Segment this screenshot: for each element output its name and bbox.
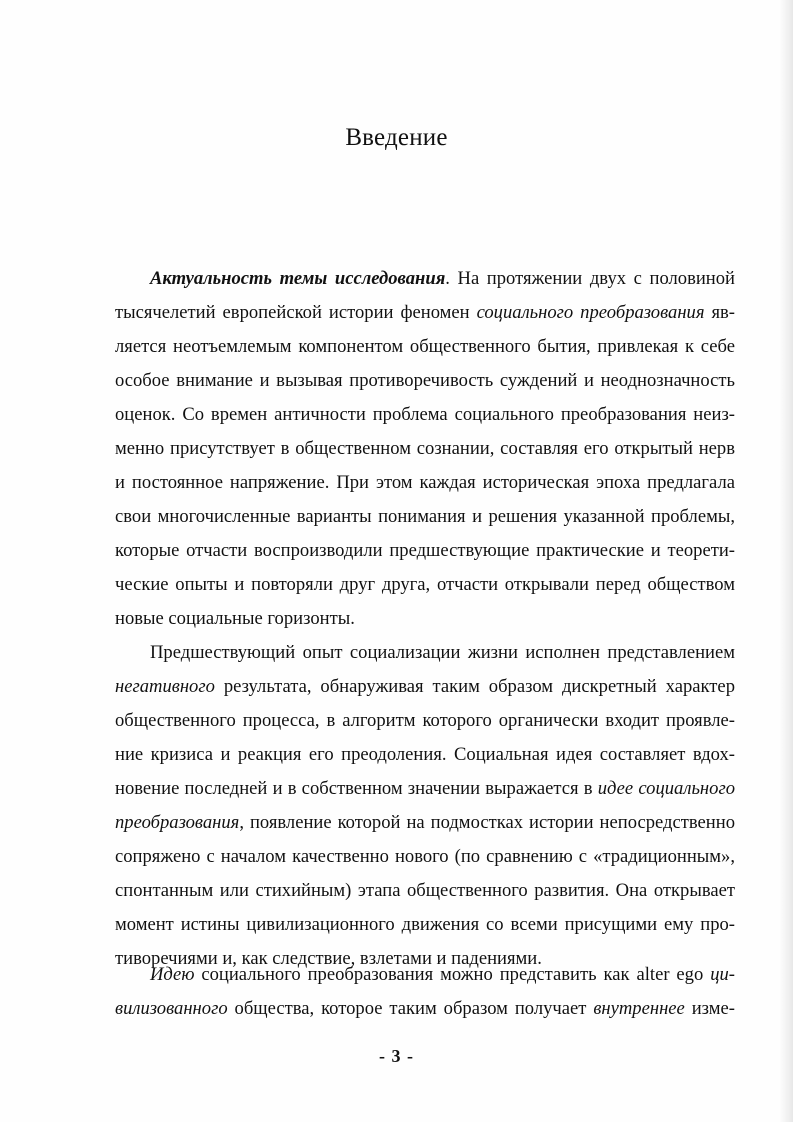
paragraph-1-line-4: особое внимание и вызывая противоречивость суждений и неоднозначность: [115, 370, 735, 391]
paragraph-2-line-5: новение последней и в собственном значении выражается в идее социального: [115, 778, 735, 799]
paragraph-1-line-8: свои многочисленные варианты понимания и решения указанной проблемы,: [115, 506, 735, 527]
paragraph-2-line-4: ние кризиса и реакция его преодоления. Социальная идея составляет вдох-: [115, 744, 735, 765]
paragraph-1-line-9: которые отчасти воспроизводили предшествующие практические и теорети-: [115, 540, 735, 561]
page-number: - 3 -: [379, 1046, 414, 1066]
paragraph-2-line-1: Предшествующий опыт социализации жизни исполнен представлением: [150, 642, 735, 663]
paragraph-1-line-7: и постоянное напряжение. При этом каждая историческая эпоха предлагала: [115, 472, 735, 493]
page-title: Введение: [345, 124, 448, 151]
paragraph-1-line-1: Актуальность темы исследования. На протяжении двух с половиной: [150, 268, 736, 289]
paragraph-1-line-6: менно присутствует в общественном сознании, составляя его открытый нерв: [115, 438, 735, 459]
paragraph-2-line-9: момент истины цивилизационного движения со всеми присущими ему про-: [115, 914, 735, 935]
paragraph-1-line-5: оценок. Со времен античности проблема социального преобразования неиз-: [115, 404, 735, 425]
paragraph-2-line-2: негативного результата, обнаруживая таким образом дискретный характер: [115, 676, 735, 697]
paragraph-3-line-2: вилизованного общества, которое таким образом получает внутреннее изме-: [115, 998, 735, 1019]
paragraph-1-line-3: ляется неотъемлемым компонентом общественного бытия, привлекая к себе: [115, 336, 735, 357]
paragraph-2-line-10: тиворечиями и, как следствие, взлетами и падениями.: [115, 948, 542, 969]
paragraph-2-line-7: сопряжено с началом качественно нового (по сравнению с «традиционным»,: [115, 846, 735, 867]
lead-phrase: Актуальность темы исследования: [150, 268, 446, 289]
paragraph-1-line-11: новые социальные горизонты.: [115, 608, 355, 629]
paragraph-2-line-3: общественного процесса, в алгоритм которого органически входит проявле-: [115, 710, 735, 731]
paragraph-3-line-1: Идею социального преобразования можно представить как alter ego ци-: [150, 964, 735, 985]
paragraph-1-line-10: ческие опыты и повторяли друг друга, отчасти открывали перед обществом: [115, 574, 735, 595]
paragraph-1-line-2: тысячелетий европейской истории феномен социального преобразования яв-: [115, 302, 735, 323]
paragraph-2-line-6: преобразования, появление которой на подмостках истории непосредственно: [115, 812, 735, 833]
scan-shadow-edge: [779, 0, 793, 1122]
paragraph-2-line-8: спонтанным или стихийным) этапа общественного развития. Она открывает: [115, 880, 735, 901]
